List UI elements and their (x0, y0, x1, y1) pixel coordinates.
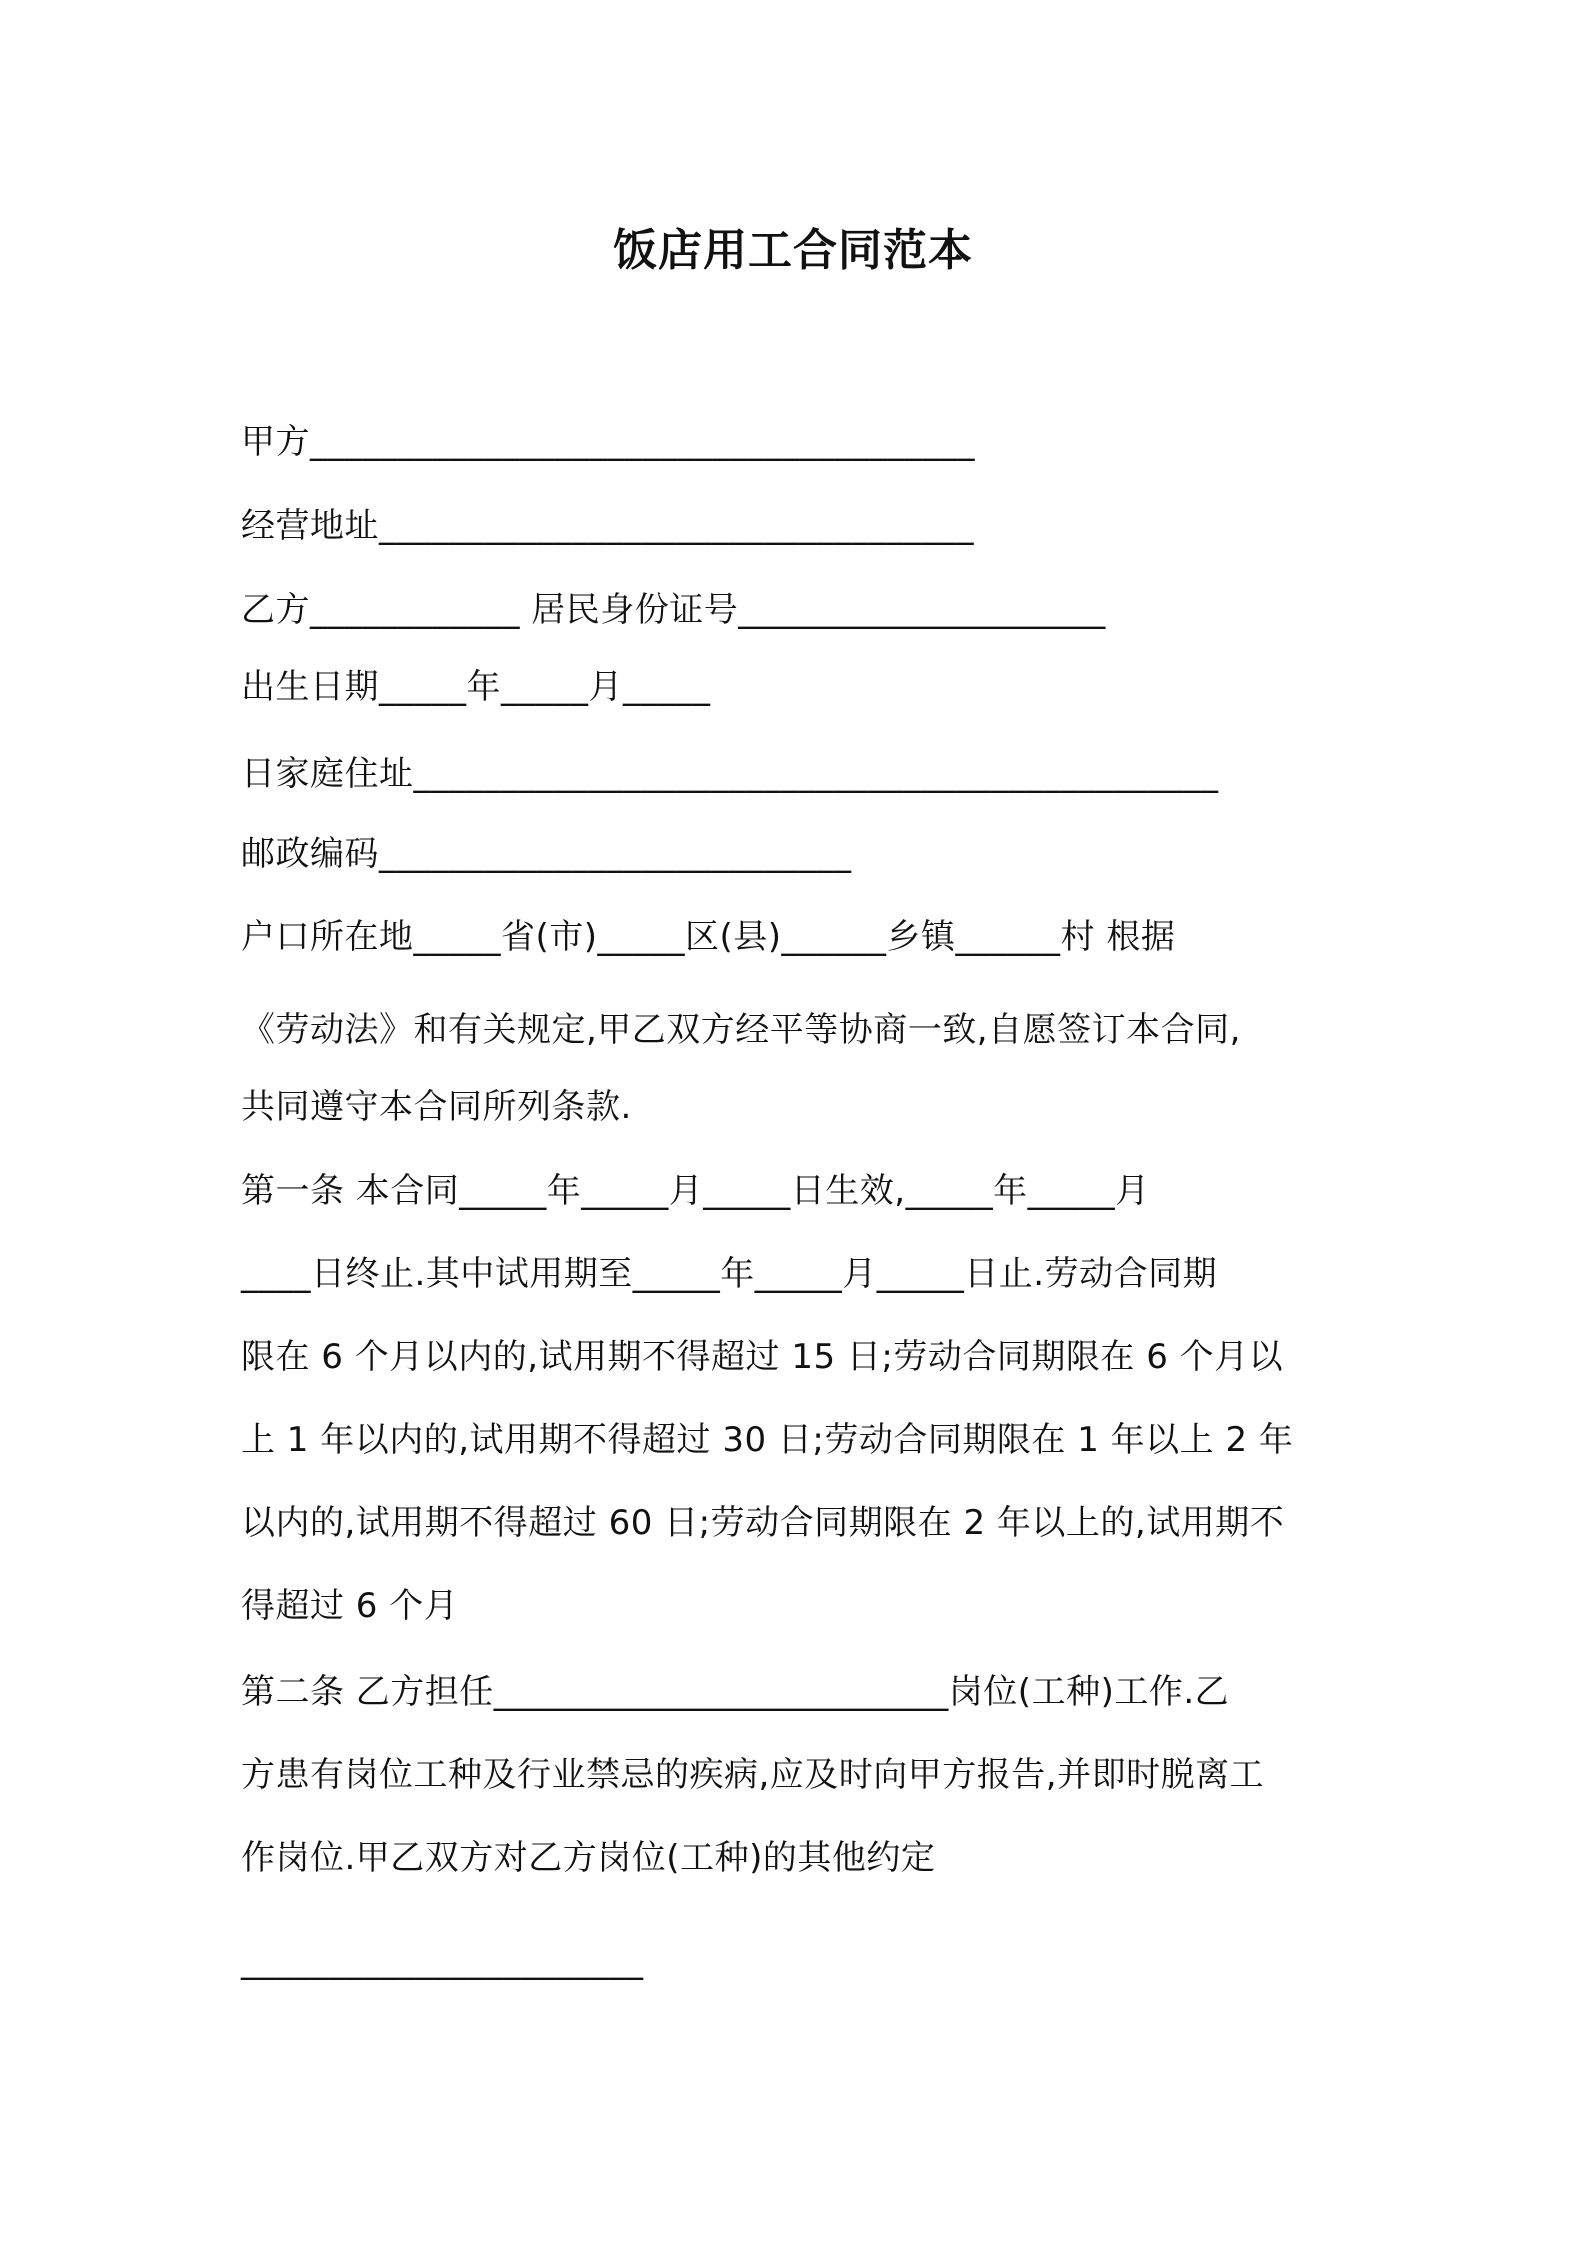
paragraph-line: 得超过 6 个月 (241, 1586, 459, 1626)
paragraph-line: 共同遵守本合同所列条款. (241, 1087, 632, 1127)
paragraph-line: 限在 6 个月以内的,试用期不得超过 15 日;劳动合同期限在 6 个月以 (241, 1337, 1284, 1377)
postal-code-line: 邮政编码___________________________ (241, 834, 852, 874)
blank-line: _______________________ (241, 1941, 644, 1981)
birth-date-line: 出生日期_____年_____月_____ (241, 667, 711, 707)
paragraph-line: 方患有岗位工种及行业禁忌的疾病,应及时向甲方报告,并即时脱离工 (241, 1755, 1265, 1795)
party-b-id-line: 乙方____________ 居民身份证号_____________________ (241, 590, 1106, 630)
home-address-line: 日家庭住址______________________________________________ (241, 754, 1219, 794)
paragraph-line: 作岗位.甲乙双方对乙方岗位(工种)的其他约定 (241, 1838, 936, 1878)
article-two-line: 第二条 乙方担任__________________________岗位(工种)工作.乙 (241, 1672, 1230, 1712)
party-a-line: 甲方______________________________________ (241, 422, 975, 462)
business-address-line: 经营地址__________________________________ (241, 506, 974, 546)
document-title: 饭店用工合同范本 (613, 225, 973, 276)
household-registration-line: 户口所在地_____省(市)_____区(县)______乡镇______村 根据 (241, 917, 1176, 957)
paragraph-line: 以内的,试用期不得超过 60 日;劳动合同期限在 2 年以上的,试用期不 (241, 1503, 1285, 1543)
paragraph-line: ____日终止.其中试用期至_____年_____月_____日止.劳动合同期 (241, 1254, 1218, 1294)
paragraph-line: 上 1 年以内的,试用期不得超过 30 日;劳动合同期限在 1 年以上 2 年 (241, 1420, 1294, 1460)
article-one-line: 第一条 本合同_____年_____月_____日生效,_____年_____月 (241, 1171, 1150, 1211)
paragraph-line: 《劳动法》和有关规定,甲乙双方经平等协商一致,自愿签订本合同, (241, 1010, 1241, 1050)
